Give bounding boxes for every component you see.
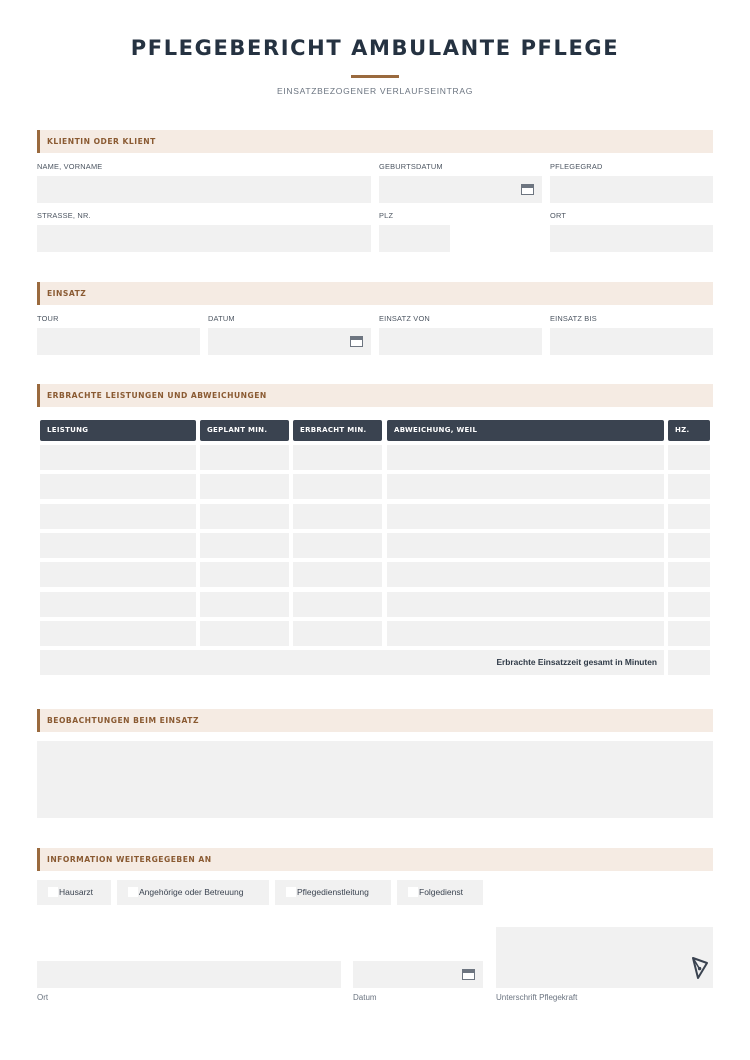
column-header-hz: HZ.	[668, 420, 710, 441]
birthdate-label: GEBURTSDATUM	[379, 162, 443, 171]
table-cell[interactable]	[668, 621, 710, 646]
table-cell[interactable]	[40, 474, 196, 499]
checkbox-option-next-shift[interactable]	[397, 880, 483, 905]
table-cell[interactable]	[668, 445, 710, 470]
calendar-icon[interactable]	[350, 336, 363, 347]
table-cell[interactable]	[293, 533, 382, 558]
table-cell[interactable]	[668, 592, 710, 617]
checkbox-option-management[interactable]	[275, 880, 391, 905]
checkbox-label: Angehörige oder Betreuung	[139, 887, 244, 897]
table-cell[interactable]	[293, 445, 382, 470]
table-cell[interactable]	[668, 474, 710, 499]
section-heading-info: INFORMATION WEITERGEGEBEN AN	[37, 848, 713, 871]
tour-label: TOUR	[37, 314, 59, 323]
table-cell[interactable]	[387, 621, 664, 646]
document-title: PFLEGEBERICHT AMBULANTE PFLEGE	[130, 36, 620, 60]
section-heading-services: ERBRACHTE LEISTUNGEN UND ABWEICHUNGEN	[37, 384, 713, 407]
table-cell[interactable]	[387, 562, 664, 587]
pen-nib-icon	[691, 956, 709, 980]
column-header-planned: GEPLANT MIN.	[200, 420, 289, 441]
signature-label: Unterschrift Pflegekraft	[496, 993, 578, 1002]
column-header-deviation: ABWEICHUNG, WEIL	[387, 420, 664, 441]
name-field[interactable]	[37, 176, 371, 203]
table-cell[interactable]	[200, 562, 289, 587]
column-header-done: ERBRACHT MIN.	[293, 420, 382, 441]
table-cell[interactable]	[293, 504, 382, 529]
zip-field[interactable]	[379, 225, 450, 252]
table-cell[interactable]	[387, 445, 664, 470]
from-label: EINSATZ VON	[379, 314, 430, 323]
street-label: STRASSE, NR.	[37, 211, 91, 220]
table-cell[interactable]	[293, 592, 382, 617]
to-label: EINSATZ BIS	[550, 314, 597, 323]
table-cell[interactable]	[40, 592, 196, 617]
checkbox-label: Folgedienst	[419, 887, 463, 897]
column-header-service: LEISTUNG	[40, 420, 196, 441]
table-cell[interactable]	[293, 621, 382, 646]
checkbox-label: Hausarzt	[59, 887, 94, 897]
document-subtitle: EINSATZBEZOGENER VERLAUFSEINTRAG	[276, 86, 474, 96]
table-cell[interactable]	[387, 504, 664, 529]
table-cell[interactable]	[200, 504, 289, 529]
title-divider	[351, 75, 399, 78]
place-label: Ort	[37, 993, 49, 1002]
care-level-field[interactable]	[550, 176, 713, 203]
calendar-icon[interactable]	[521, 184, 534, 195]
table-cell[interactable]	[40, 562, 196, 587]
table-cell[interactable]	[40, 504, 196, 529]
checkbox[interactable]	[48, 887, 58, 897]
table-cell[interactable]	[387, 592, 664, 617]
name-label: NAME, VORNAME	[37, 162, 103, 171]
city-label: ORT	[550, 211, 567, 220]
tour-field[interactable]	[37, 328, 200, 355]
table-cell[interactable]	[387, 474, 664, 499]
total-time-label: Erbrachte Einsatzzeit gesamt in Minuten	[40, 650, 664, 675]
table-cell[interactable]	[40, 445, 196, 470]
to-field[interactable]	[550, 328, 713, 355]
place-field[interactable]	[37, 961, 341, 988]
table-cell[interactable]	[387, 533, 664, 558]
birthdate-field[interactable]	[379, 176, 542, 203]
table-cell[interactable]	[293, 474, 382, 499]
section-heading-observations: BEOBACHTUNGEN BEIM EINSATZ	[37, 709, 713, 732]
section-heading-client: KLIENTIN ODER KLIENT	[37, 130, 713, 153]
from-field[interactable]	[379, 328, 542, 355]
table-cell[interactable]	[40, 621, 196, 646]
table-cell[interactable]	[200, 474, 289, 499]
table-cell[interactable]	[200, 445, 289, 470]
section-heading-assignment: EINSATZ	[37, 282, 713, 305]
table-cell[interactable]	[668, 562, 710, 587]
date-label: DATUM	[208, 314, 235, 323]
signature-date-field[interactable]	[353, 961, 483, 988]
table-cell[interactable]	[668, 504, 710, 529]
zip-label: PLZ	[379, 211, 394, 220]
date-field[interactable]	[208, 328, 371, 355]
street-field[interactable]	[37, 225, 371, 252]
table-cell[interactable]	[668, 533, 710, 558]
table-cell[interactable]	[200, 533, 289, 558]
calendar-icon[interactable]	[462, 969, 475, 980]
checkbox-option-relatives[interactable]	[117, 880, 269, 905]
checkbox[interactable]	[128, 887, 138, 897]
checkbox-option-gp[interactable]	[37, 880, 111, 905]
total-time-field[interactable]	[668, 650, 710, 675]
table-cell[interactable]	[200, 592, 289, 617]
date-label-footer: Datum	[353, 993, 377, 1002]
city-field[interactable]	[550, 225, 713, 252]
signature-field[interactable]	[496, 927, 713, 988]
table-cell[interactable]	[200, 621, 289, 646]
checkbox[interactable]	[408, 887, 418, 897]
checkbox[interactable]	[286, 887, 296, 897]
checkbox-label: Pflegedienstleitung	[297, 887, 369, 897]
table-cell[interactable]	[293, 562, 382, 587]
table-cell[interactable]	[40, 533, 196, 558]
care-level-label: PFLEGEGRAD	[550, 162, 603, 171]
observations-textarea[interactable]	[37, 741, 713, 818]
